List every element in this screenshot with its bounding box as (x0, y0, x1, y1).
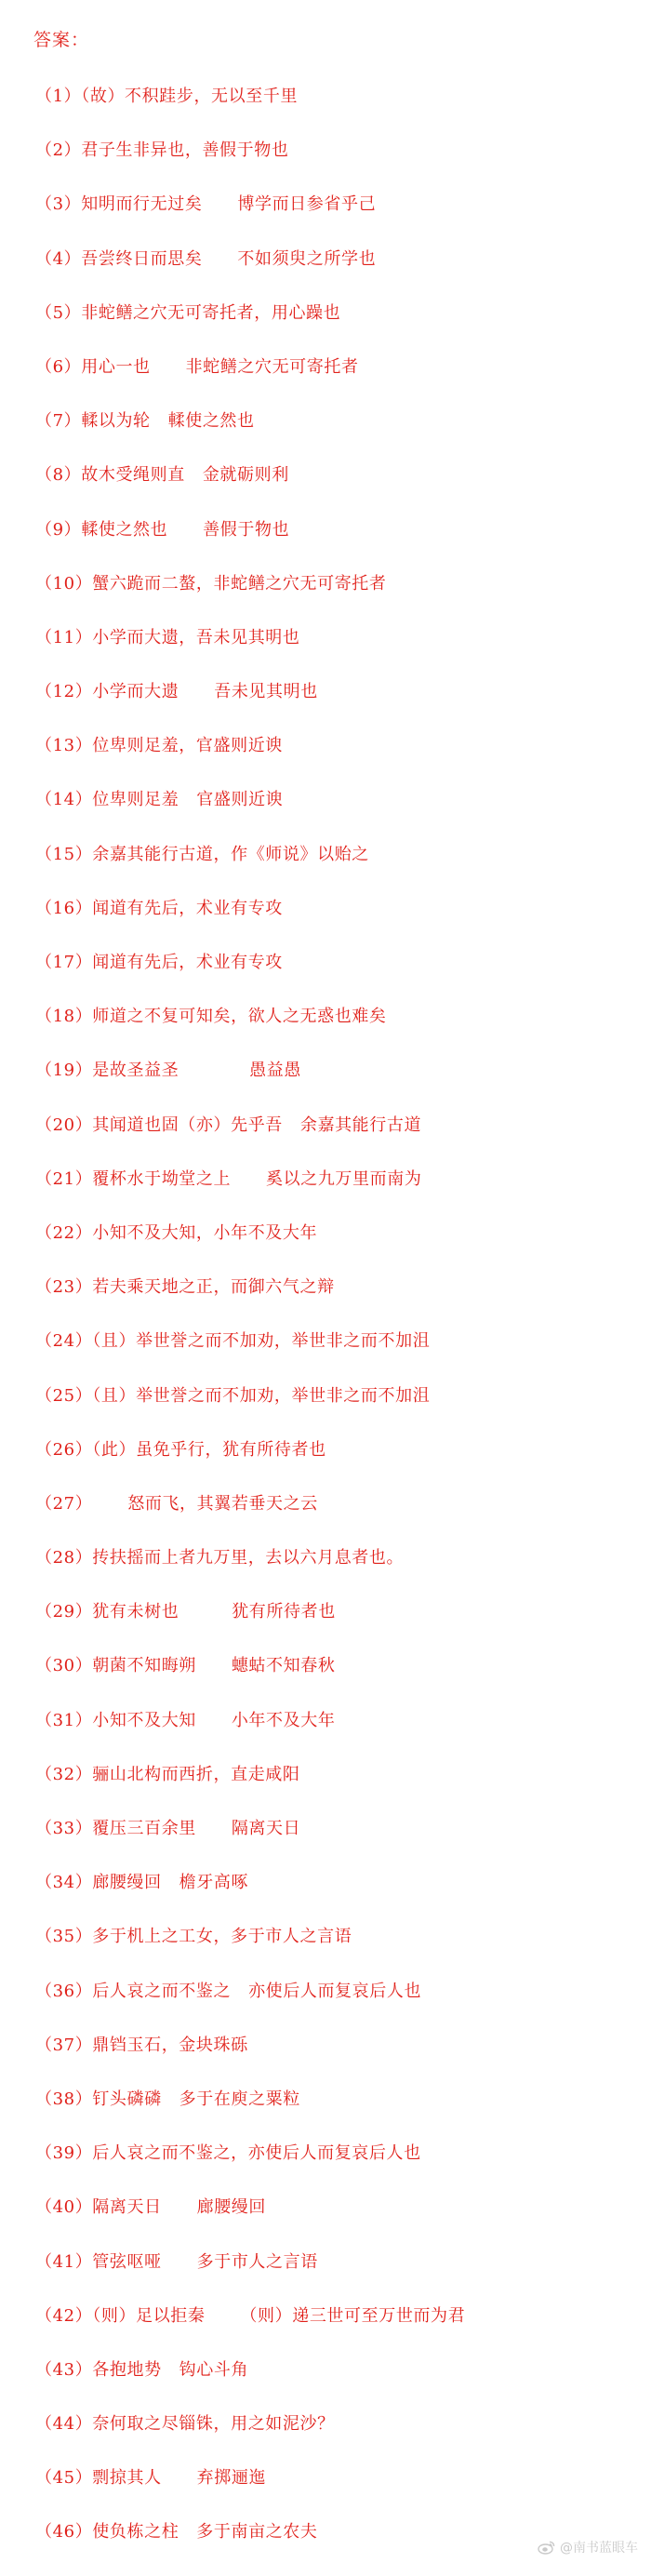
answer-list (35, 86, 465, 2576)
answer-item: （12）小学而大遗 吾未见其明也 (35, 682, 318, 702)
answer-item: （17）闻道有先后，术业有专攻 (35, 953, 283, 972)
watermark (538, 2538, 638, 2556)
answer-item: （35）多于机上之工女，多于市人之言语 (35, 1927, 352, 1947)
answer-item: （45）剽掠其人 弃掷逦迤 (35, 2468, 267, 2489)
answer-item: （27） 怒而飞，其翼若垂天之云 (35, 1493, 318, 1514)
answer-item: （21）覆杯水于坳堂之上 奚以之九万里而南为 (35, 1168, 422, 1189)
answer-item: （39）后人哀之而不鉴之，亦使后人而复哀后人也 (35, 2143, 421, 2164)
answer-item: （22）小知不及大知，小年不及大年 (35, 1222, 318, 1243)
weibo-icon (538, 2540, 556, 2555)
answers-heading: 答案： (33, 30, 90, 50)
answer-item: （9）輮使之然也 善假于物也 (35, 519, 290, 540)
watermark-text: @南书蓝眼车 (560, 2541, 638, 2556)
answer-item: （42）（则）足以拒秦 （则）递三世可至万世而为君 (35, 2305, 466, 2326)
answer-item: （20）其闻道也固（亦）先乎吾 余嘉其能行古道 (35, 1114, 422, 1135)
answer-item: （13）位卑则足羞，官盛则近谀 (35, 736, 283, 756)
answer-item: （6）用心一也 非蛇鳝之穴无可寄托者 (35, 356, 359, 377)
answer-item: （38）钉头磷磷 多于在庾之粟粒 (35, 2089, 300, 2109)
answer-item: （43）各抱地势 钩心斗角 (35, 2359, 249, 2380)
answer-item: （14）位卑则足羞 官盛则近谀 (35, 790, 284, 810)
answer-item: （8）故木受绳则直 金就砺则利 (35, 465, 289, 486)
answer-item: （2）君子生非异也，善假于物也 (35, 140, 289, 161)
answer-item: （31）小知不及大知 小年不及大年 (35, 1710, 336, 1730)
answer-item: （26）（此）虽免乎行，犹有所待者也 (35, 1439, 326, 1460)
answer-item: （19）是故圣益圣 愚益愚 (35, 1061, 301, 1081)
answer-item: （30）朝菌不知晦朔 蟪蛄不知春秋 (35, 1656, 336, 1676)
answer-item: （7）輮以为轮 輮使之然也 (35, 411, 255, 432)
answer-item: （1）（故）不积跬步，无以至千里 (35, 87, 299, 106)
answer-item: （40）隔离天日 廊腰缦回 (35, 2197, 267, 2218)
answer-item: （3）知明而行无过矣 博学而日参省乎己 (35, 194, 377, 215)
answer-item: （15）余嘉其能行古道，作《师说》以贻之 (35, 844, 369, 864)
answer-item: （29）犹有未树也 犹有所待者也 (35, 1602, 336, 1622)
answer-item: （16）闻道有先后，术业有专攻 (35, 898, 283, 918)
answer-item: （36）后人哀之而不鉴之 亦使后人而复哀后人也 (35, 1981, 422, 2001)
answer-item: （46）使负栋之柱 多于南亩之农夫 (35, 2522, 318, 2543)
answer-item: （10）蟹六跪而二螯，非蛇鳝之穴无可寄托者 (35, 573, 387, 594)
answer-item: （28）抟扶摇而上者九万里，去以六月息者也。 (35, 1548, 405, 1568)
answer-item: （37）鼎铛玉石，金块珠砾 (35, 2035, 248, 2055)
answer-item: （5）非蛇鳝之穴无可寄托者，用心躁也 (35, 302, 341, 323)
answer-item: （44）奈何取之尽锱铢，用之如泥沙？ (35, 2414, 335, 2435)
answer-item: （33）覆压三百余里 隔离天日 (35, 1819, 301, 1838)
answer-item: （25）（且）举世誉之而不加劝，举世非之而不加沮 (35, 1385, 431, 1406)
answer-item: （4）吾尝终日而思矣 不如须臾之所学也 (35, 248, 377, 269)
answer-item: （18）师道之不复可知矣，欲人之无惑也难矣 (35, 1007, 387, 1027)
answer-item: （11）小学而大遗，吾未见其明也 (35, 627, 300, 647)
answer-item: （32）骊山北构而西折，直走咸阳 (35, 1764, 300, 1784)
answer-item: （34）廊腰缦回 檐牙高啄 (35, 1873, 249, 1893)
answer-item: （41）管弦呕哑 多于市人之言语 (35, 2251, 318, 2272)
answer-item: （23）若夫乘天地之正，而御六气之辩 (35, 1277, 335, 1298)
answer-item: （24）（且）举世誉之而不加劝，举世非之而不加沮 (35, 1331, 431, 1352)
